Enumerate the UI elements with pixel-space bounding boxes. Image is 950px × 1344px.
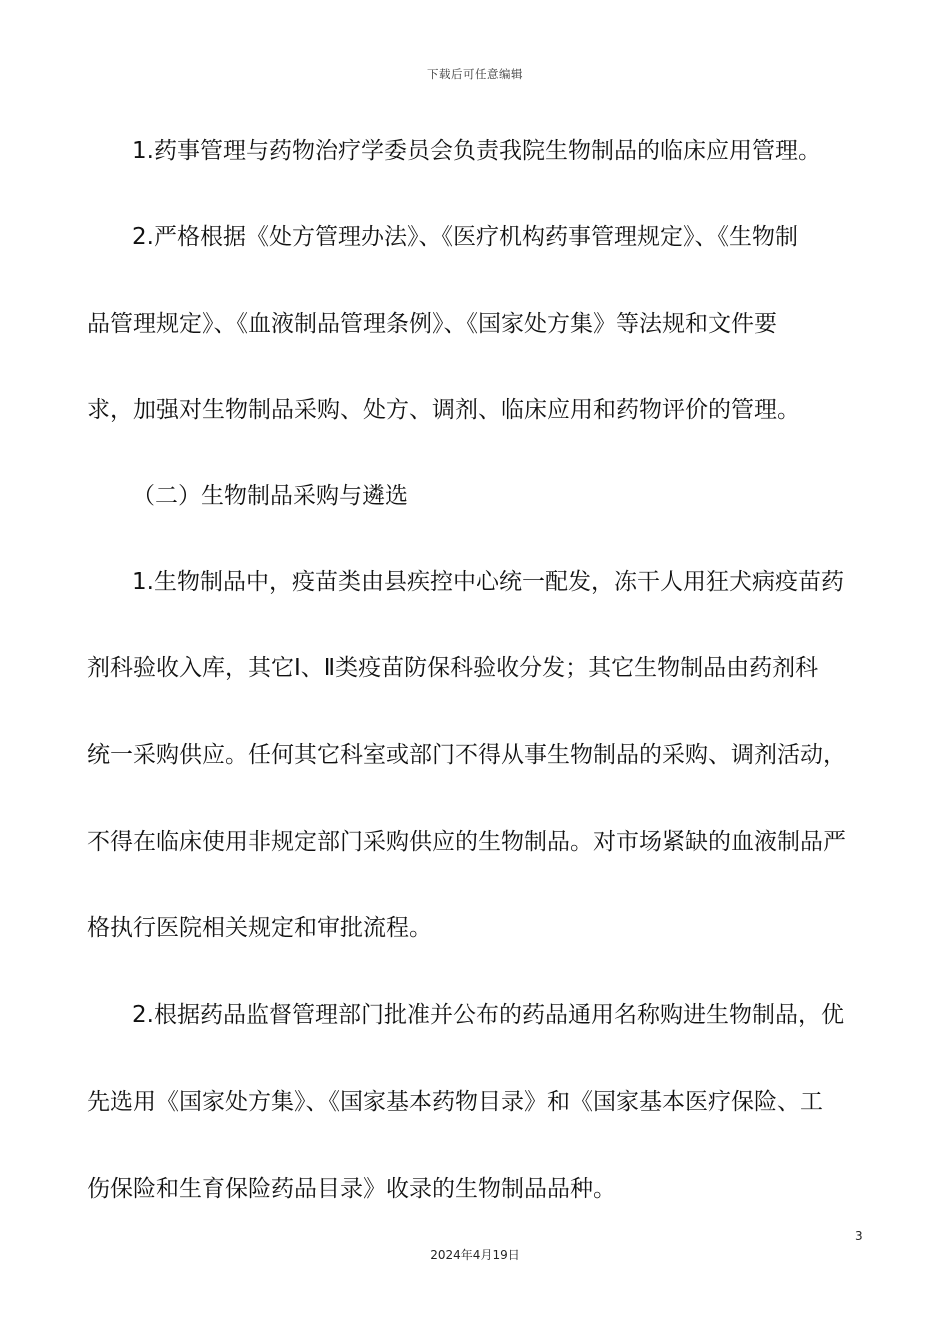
page-number: 3 xyxy=(855,1229,863,1243)
paragraph-line: 剂科验收入库，其它Ⅰ、Ⅱ类疫苗防保科验收分发；其它生物制品由药剂科 xyxy=(87,655,819,681)
paragraph-line: 1.生物制品中，疫苗类由县疾控中心统一配发，冻干人用狂犬病疫苗药 xyxy=(132,569,844,595)
section-heading: （二）生物制品采购与遴选 xyxy=(132,483,408,509)
paragraph-line: 2.严格根据《处方管理办法》、《医疗机构药事管理规定》、《生物制 xyxy=(132,224,798,250)
paragraph-line: 不得在临床使用非规定部门采购供应的生物制品。对市场紧缺的血液制品严 xyxy=(87,829,846,855)
paragraph-line: 2.根据药品监督管理部门批准并公布的药品通用名称购进生物制品，优 xyxy=(132,1002,844,1028)
paragraph-line: 品管理规定》、《血液制品管理条例》、《国家处方集》等法规和文件要 xyxy=(87,311,777,337)
paragraph-line: 求，加强对生物制品采购、处方、调剂、临床应用和药物评价的管理。 xyxy=(87,397,800,423)
paragraph-line: 1.药事管理与药物治疗学委员会负责我院生物制品的临床应用管理。 xyxy=(132,138,821,164)
paragraph-line: 格执行医院相关规定和审批流程。 xyxy=(87,915,432,941)
page-header: 下载后可任意编辑 xyxy=(427,67,523,81)
footer-date: 2024年4月19日 xyxy=(430,1248,520,1262)
paragraph-line: 先选用《国家处方集》、《国家基本药物目录》和《国家基本医疗保险、工 xyxy=(87,1089,823,1115)
paragraph-line: 伤保险和生育保险药品目录》收录的生物制品品种。 xyxy=(87,1176,616,1202)
paragraph-line: 统一采购供应。任何其它科室或部门不得从事生物制品的采购、调剂活动， xyxy=(87,742,846,768)
